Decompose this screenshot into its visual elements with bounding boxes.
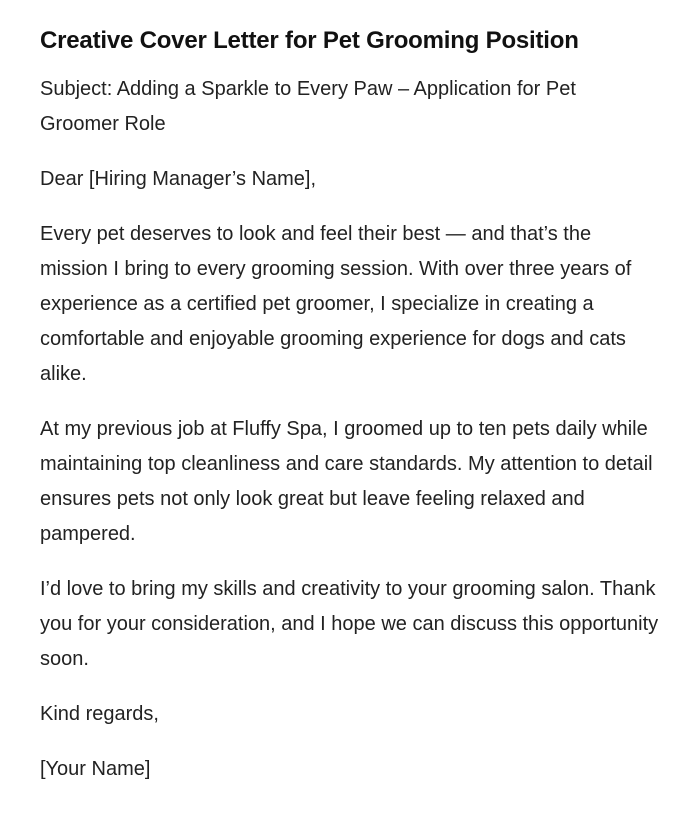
subject-line: Subject: Adding a Sparkle to Every Paw – Application for Pet Groomer Role [40, 78, 576, 135]
salutation: Dear [Hiring Manager’s Name], [40, 168, 317, 190]
body-paragraph-intro: Every pet deserves to look and feel their best — and that’s the mission I bring to every grooming session. With over three years of experience as a certified pet groomer, I specialize in creating a comfortable and enjoyable grooming experience for dogs and cats alike. [40, 223, 632, 385]
signature: [Your Name] [40, 758, 151, 780]
body-paragraph-experience: At my previous job at Fluffy Spa, I groomed up to ten pets daily while maintaining top cleanliness and care standards. My attention to detail ensures pets not only look great but leave feeling relaxed and pampered. [40, 418, 653, 545]
document-title: Creative Cover Letter for Pet Grooming Position [40, 27, 579, 54]
closing-line: Kind regards, [40, 703, 159, 725]
body-paragraph-closing: I’d love to bring my skills and creativity to your grooming salon. Thank you for your consideration, and I hope we can discuss this opportunity soon. [40, 578, 659, 670]
